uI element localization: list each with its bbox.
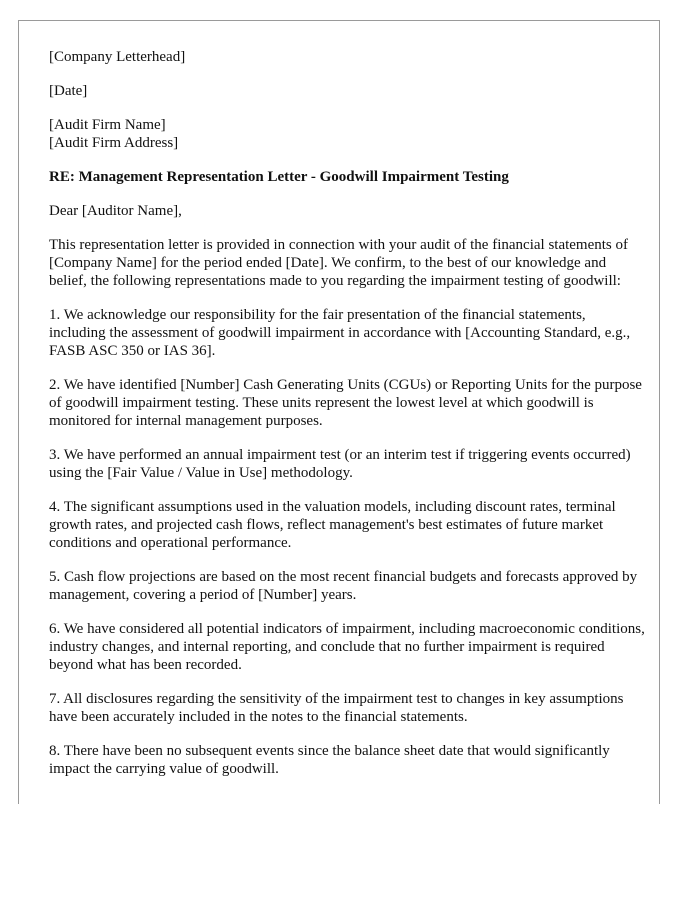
representation-item-4: 4. The significant assumptions used in the valuation models, including discount rates, terminal growth rates, and projected cash flows, reflect management's best estimates of future market conditions and operational performance. xyxy=(49,499,616,551)
company-letterhead: [Company Letterhead] xyxy=(49,49,186,65)
recipient-block xyxy=(49,116,645,152)
representation-item-6: 6. We have considered all potential indicators of impairment, including macroeconomic conditions, industry changes, and internal reporting, and conclude that no further impairment is required beyond what has been recorded. xyxy=(49,621,645,673)
representation-item-8: 8. There have been no subsequent events since the balance sheet date that would significantly impact the carrying value of goodwill. xyxy=(49,743,610,777)
salutation: Dear [Auditor Name], xyxy=(49,203,182,219)
representation-item-2: 2. We have identified [Number] Cash Generating Units (CGUs) or Reporting Units for the purpose of goodwill impairment testing. These units represent the lowest level at which goodwill is monitored for internal management purposes. xyxy=(49,377,642,429)
representation-item-3: 3. We have performed an annual impairment test (or an interim test if triggering events occurred) using the [Fair Value / Value in Use] methodology. xyxy=(49,447,631,481)
representation-item-1: 1. We acknowledge our responsibility for the fair presentation of the financial statements, including the assessment of goodwill impairment in accordance with [Accounting Standard, e.g., FASB ASC 350 or IAS 36]. xyxy=(49,307,631,359)
audit-firm-name: [Audit Firm Name] xyxy=(49,117,166,133)
letter-body xyxy=(49,48,645,794)
subject-line: RE: Management Representation Letter - Goodwill Impairment Testing xyxy=(49,169,509,185)
audit-firm-address: [Audit Firm Address] xyxy=(49,135,179,151)
intro-paragraph: This representation letter is provided in connection with your audit of the financial statements of [Company Name] for the period ended [Date]. We confirm, to the best of our knowledge and belief, the following representations made to you regarding the impairment testing of goodwill: xyxy=(49,237,629,289)
letter-page xyxy=(18,20,660,804)
letter-date: [Date] xyxy=(49,83,88,99)
representation-item-5: 5. Cash flow projections are based on the most recent financial budgets and forecasts approved by management, covering a period of [Number] years. xyxy=(49,569,638,603)
representation-item-7: 7. All disclosures regarding the sensitivity of the impairment test to changes in key assumptions have been accurately included in the notes to the financial statements. xyxy=(49,691,624,725)
